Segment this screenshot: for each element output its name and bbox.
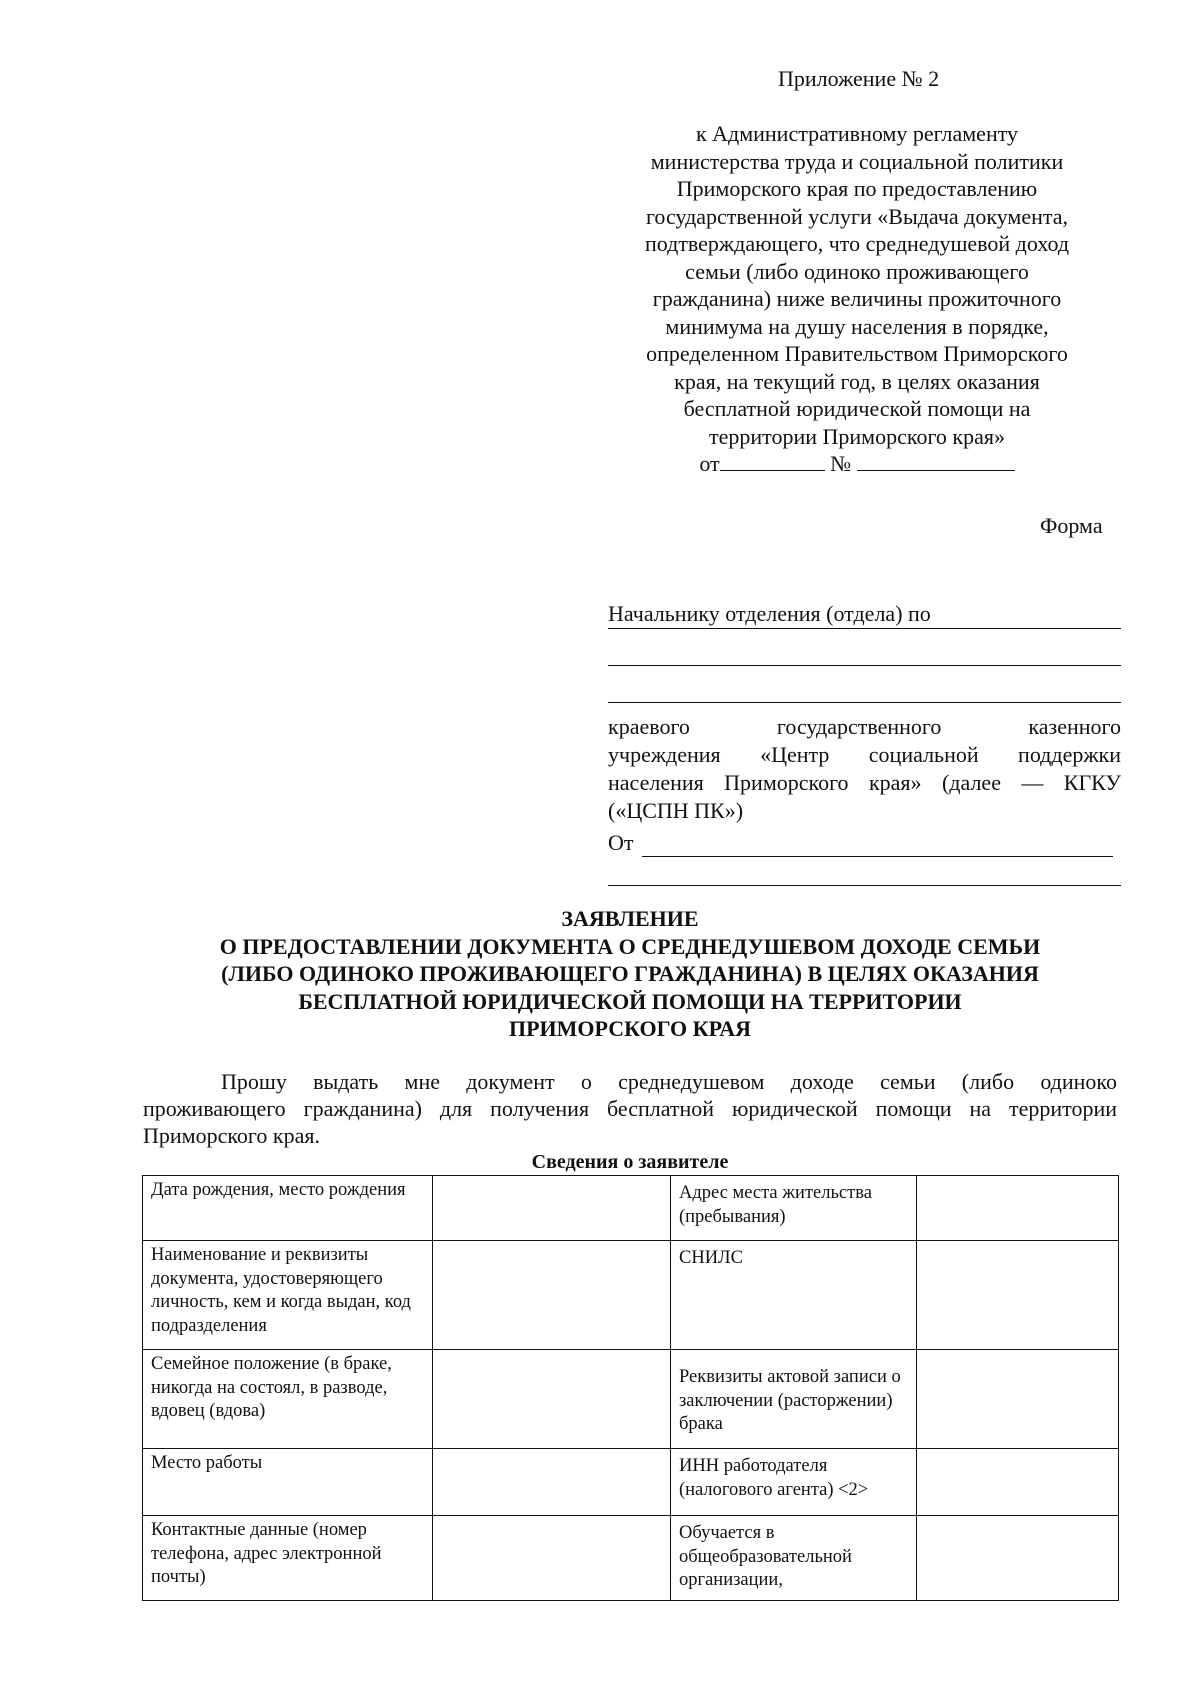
institution-line: населения Приморского края» (далее — КГКУ	[608, 770, 1121, 795]
date-blank[interactable]	[720, 450, 825, 471]
table-row	[143, 1449, 1119, 1516]
addressee-first-line: Начальнику отделения (отдела) по	[608, 601, 931, 626]
field-label: Семейное положение (в браке, никогда на состоял, в разводе, вдовец (вдова)	[143, 1350, 433, 1449]
field-value-cell[interactable]	[433, 1350, 671, 1449]
field-label: Дата рождения, место рождения	[143, 1176, 433, 1241]
annex-line: гражданина) ниже величины прожиточного	[652, 286, 1062, 311]
field-label: ИНН работодателя (налогового агента) <2>	[671, 1449, 917, 1516]
annex-line: государственной услуги «Выдача документа,	[645, 203, 1069, 229]
field-label: Обучается в общеобразовательной организации,	[671, 1516, 917, 1601]
annex-date-number-line	[612, 450, 1102, 478]
date-prefix: от	[699, 451, 720, 476]
field-value-cell[interactable]	[433, 1449, 671, 1516]
request-paragraph	[143, 1068, 1117, 1149]
annex-number: Приложение № 2	[778, 66, 940, 91]
field-label: Реквизиты актовой записи о заключении (расторжении) брака	[671, 1350, 917, 1449]
field-label: Наименование и реквизиты документа, удостоверяющего личность, кем и когда выдан, код подразделения	[143, 1241, 433, 1350]
addressee-blank-line[interactable]	[608, 629, 1121, 666]
addressee-block	[608, 598, 1121, 886]
field-value-cell[interactable]	[917, 1449, 1119, 1516]
title-line: БЕСПЛАТНОЙ ЮРИДИЧЕСКОЙ ПОМОЩИ НА ТЕРРИТОРИИ	[298, 988, 962, 1014]
annex-regulation-reference	[612, 120, 1102, 478]
field-value-cell[interactable]	[433, 1516, 671, 1601]
field-value-cell[interactable]	[917, 1176, 1119, 1241]
from-line[interactable]	[608, 827, 1121, 857]
addressee-line-department[interactable]	[608, 598, 1121, 629]
application-title	[140, 905, 1120, 1043]
institution-line: учреждения «Центр социальной поддержки	[608, 742, 1121, 767]
addressee-blank-line[interactable]	[608, 666, 1121, 703]
annex-line: к Административному регламенту	[695, 121, 1019, 146]
table-row	[143, 1516, 1119, 1601]
annex-line: территории Приморского края»	[709, 423, 1005, 449]
annex-line: минимума на душу населения в порядке,	[665, 313, 1049, 339]
title-line: ПРИМОРСКОГО КРАЯ	[508, 1016, 752, 1041]
table-row	[143, 1350, 1119, 1449]
table-row	[143, 1176, 1119, 1241]
field-value-cell[interactable]	[433, 1176, 671, 1241]
annex-line: бесплатной юридической помощи на	[683, 396, 1031, 421]
table-row	[143, 1241, 1119, 1350]
from-blank-line[interactable]	[608, 857, 1121, 886]
annex-line: определенном Правительством Приморского	[646, 341, 1068, 366]
annex-line: семьи (либо одиноко проживающего	[685, 258, 1029, 284]
applicant-section-title: Сведения о заявителе	[531, 1151, 729, 1173]
applicant-info-table	[142, 1175, 1119, 1601]
field-label: Адрес места жительства (пребывания)	[671, 1176, 917, 1241]
number-blank[interactable]	[857, 450, 1015, 471]
number-prefix: №	[830, 451, 852, 476]
paragraph-line: Приморского края.	[143, 1123, 320, 1148]
field-label: Контактные данные (номер телефона, адрес электронной почты)	[143, 1516, 433, 1601]
from-label: От	[608, 830, 634, 855]
field-label: СНИЛС	[671, 1241, 917, 1350]
annex-line: подтверждающего, что среднедушевой доход	[644, 231, 1070, 256]
title-line: ЗАЯВЛЕНИЕ	[561, 906, 699, 931]
from-blank[interactable]	[642, 856, 1113, 857]
institution-line: («ЦСПН ПК»)	[608, 798, 744, 823]
annex-line: министерства труда и социальной политики	[650, 148, 1064, 174]
field-value-cell[interactable]	[433, 1241, 671, 1350]
annex-line: Приморского края по предоставлению	[676, 176, 1038, 201]
institution-line: краевого государственного казенного	[608, 714, 1121, 739]
field-value-cell[interactable]	[917, 1241, 1119, 1350]
addressee-institution	[608, 713, 1121, 825]
title-line: (ЛИБО ОДИНОКО ПРОЖИВАЮЩЕГО ГРАЖДАНИНА) В ЦЕЛЯХ ОКАЗАНИЯ	[221, 961, 1039, 986]
title-line: О ПРЕДОСТАВЛЕНИИ ДОКУМЕНТА О СРЕДНЕДУШЕВОМ ДОХОДЕ СЕМЬИ	[219, 933, 1041, 959]
field-value-cell[interactable]	[917, 1350, 1119, 1449]
field-value-cell[interactable]	[917, 1516, 1119, 1601]
annex-line: края, на текущий год, в целях оказания	[674, 368, 1040, 394]
paragraph-line: Прошу выдать мне документ о среднедушевом доходе семьи (либо одиноко	[221, 1069, 1117, 1094]
paragraph-line: проживающего гражданина) для получения бесплатной юридической помощи на территории	[143, 1096, 1117, 1121]
form-label: Форма	[1040, 513, 1103, 538]
field-label: Место работы	[143, 1449, 433, 1516]
